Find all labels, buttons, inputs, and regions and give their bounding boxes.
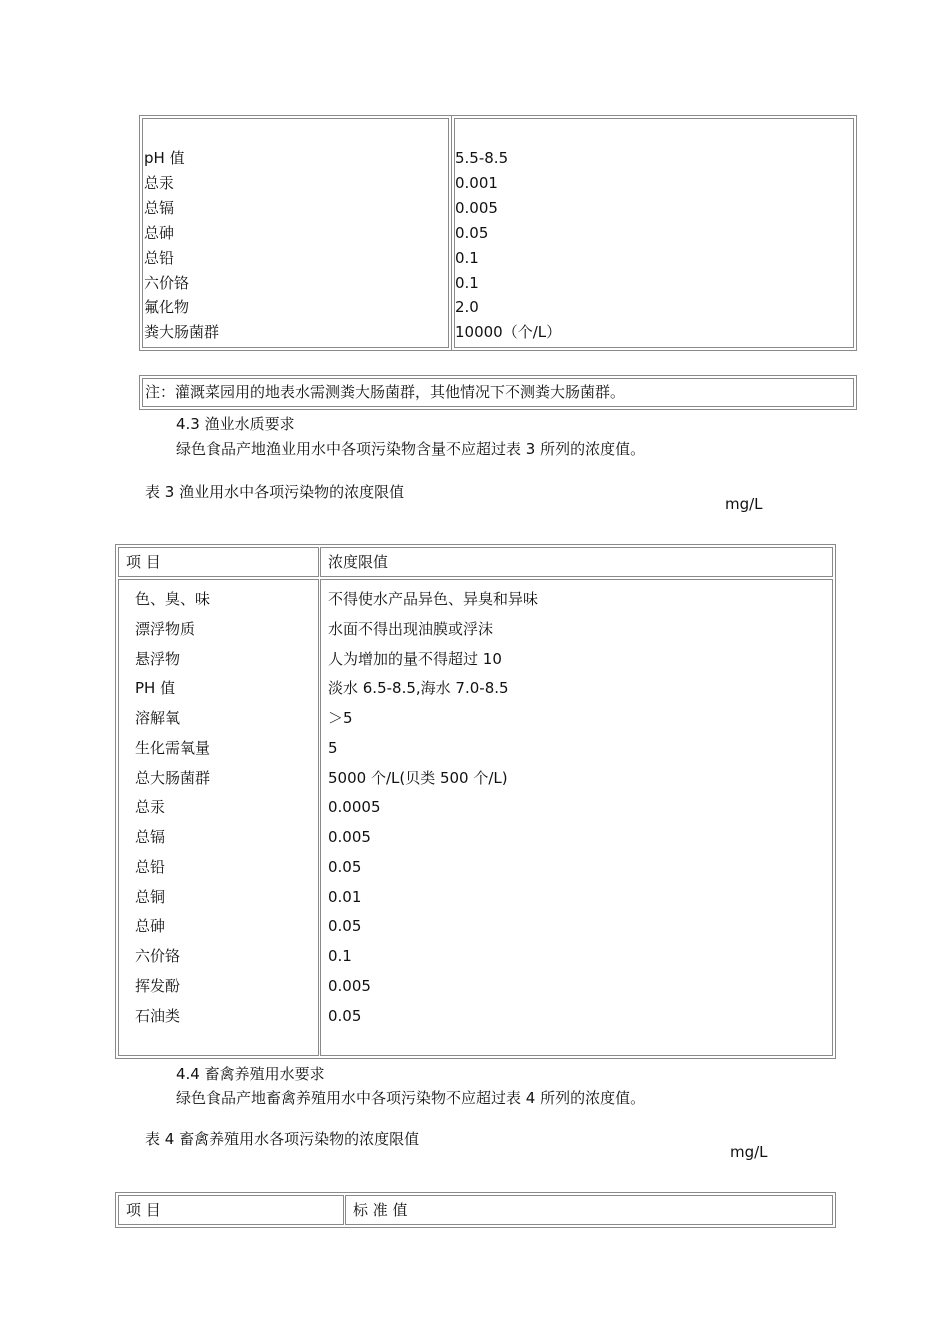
table3-row-value: 不得使水产品异色、异臭和异味 xyxy=(328,590,539,608)
table3-row-item: 生化需氧量 xyxy=(135,738,211,757)
table3-caption: 表 3 渔业用水中各项污染物的浓度限值 xyxy=(145,483,405,501)
table3-row-value: 0.005 xyxy=(328,976,371,995)
table3-header-value: 浓度限值 xyxy=(328,553,389,571)
table3-row-item: PH 值 xyxy=(135,679,176,698)
table3-row-value: 0.0005 xyxy=(328,798,381,817)
table2-row-item: 氟化物 xyxy=(144,298,190,317)
table3-row-value: 5 xyxy=(328,738,338,757)
table3-row-item: 石油类 xyxy=(135,1006,181,1025)
table2-row-item: 总汞 xyxy=(144,173,175,192)
table3-row-item: 挥发酚 xyxy=(135,976,181,995)
table3-row-value: 0.05 xyxy=(328,857,362,876)
table3-row-value: 0.005 xyxy=(328,828,371,846)
table3-header-value-cell xyxy=(320,547,833,577)
table2-row-value: 0.05 xyxy=(455,223,489,242)
table3-row-value: 5000 个/L(贝类 500 个/L) xyxy=(328,768,508,787)
table2-value-column xyxy=(451,115,857,351)
table3-row-value: 淡水 6.5-8.5,海水 7.0-8.5 xyxy=(328,679,509,698)
section-4-3-body: 绿色食品产地渔业用水中各项污染物含量不应超过表 3 所列的浓度值。 xyxy=(176,440,646,458)
table2-row-item: 总铅 xyxy=(144,248,175,267)
table3-row-item: 总大肠菌群 xyxy=(135,768,211,787)
table4-header-value-cell xyxy=(345,1195,833,1225)
table3-row-value: 水面不得出现油膜或浮沫 xyxy=(328,619,494,638)
table3-row-item: 总铅 xyxy=(135,857,166,876)
table3-row-value: 人为增加的量不得超过 10 xyxy=(328,649,502,668)
table2-row-item: pH 值 xyxy=(144,149,185,167)
section-4-4-heading: 4.4 畜禽养殖用水要求 xyxy=(176,1065,325,1083)
table4-unit: mg/L xyxy=(730,1143,768,1161)
table3-row-value: 0.05 xyxy=(328,917,362,936)
table2-row-item: 总镉 xyxy=(144,198,175,217)
table2-row-value: 2.0 xyxy=(455,298,479,317)
table3-row-item: 色、臭、味 xyxy=(135,590,211,608)
table3-row-value: 0.1 xyxy=(328,947,352,965)
table3-row-item: 总铜 xyxy=(135,887,166,906)
table2-row-item: 粪大肠菌群 xyxy=(144,323,220,342)
table4-header-item: 项 目 xyxy=(126,1201,161,1219)
table2-row-value: 0.001 xyxy=(455,173,498,192)
table3-row-item: 漂浮物质 xyxy=(135,619,196,638)
table3-row-item: 溶解氧 xyxy=(135,709,181,727)
table2-row-item: 六价铬 xyxy=(144,273,190,292)
section-4-4-body: 绿色食品产地畜禽养殖用水中各项污染物不应超过表 4 所列的浓度值。 xyxy=(176,1089,646,1107)
table3-unit: mg/L xyxy=(725,495,763,513)
table2-row-value: 0.1 xyxy=(455,248,479,267)
table3-row-value: 0.01 xyxy=(328,887,362,906)
table4-header-value: 标 准 值 xyxy=(353,1201,408,1219)
table3-row-item: 悬浮物 xyxy=(135,649,181,668)
section-4-3-heading: 4.3 渔业水质要求 xyxy=(176,415,295,433)
table2-row-value: 5.5-8.5 xyxy=(455,149,509,167)
table3-row-value: 0.05 xyxy=(328,1006,362,1025)
table3-row-item: 总汞 xyxy=(135,798,166,817)
table2-row-value: 0.005 xyxy=(455,198,498,217)
table3-row-value: ＞5 xyxy=(328,709,353,727)
table3-row-item: 六价铬 xyxy=(135,947,181,965)
table3-header-item: 项 目 xyxy=(126,553,161,571)
table2-row-value: 10000（个/L） xyxy=(455,323,562,342)
table4-caption: 表 4 畜禽养殖用水各项污染物的浓度限值 xyxy=(145,1130,420,1148)
table3-row-item: 总镉 xyxy=(135,828,166,846)
table2-note: 注：灌溉菜园用的地表水需测粪大肠菌群，其他情况下不测粪大肠菌群。 xyxy=(145,383,626,401)
table2-row-item: 总砷 xyxy=(144,223,175,242)
table2-row-value: 0.1 xyxy=(455,273,479,292)
table3-row-item: 总砷 xyxy=(135,917,166,936)
